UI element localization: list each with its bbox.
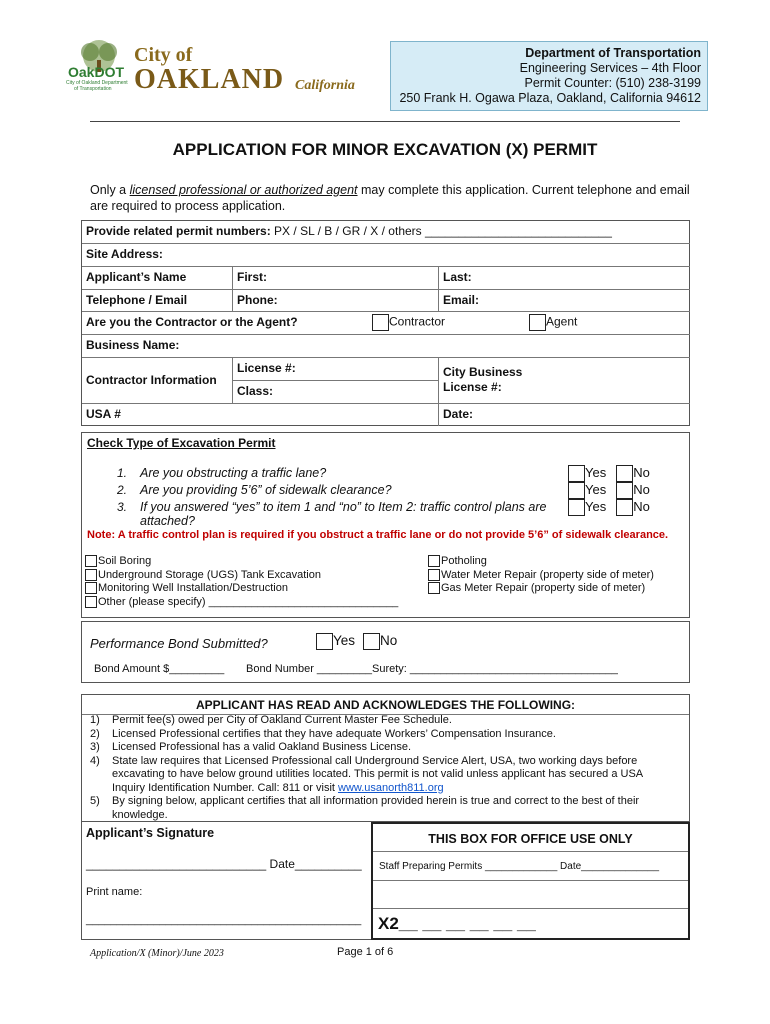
applicant-name-label: Applicant’s Name: [82, 267, 233, 290]
excavation-type-section: [81, 432, 690, 618]
applicant-form: [81, 220, 690, 426]
q3-yes-label: Yes: [585, 499, 607, 514]
q2-answers[interactable]: [568, 482, 650, 499]
ack-item-1-text: Permit fee(s) owed per City of Oakland Current Master Fee Schedule.: [112, 714, 452, 726]
intro-text: [90, 182, 690, 214]
gas-meter-checkbox[interactable]: [428, 582, 440, 594]
potholing-label: Potholing: [441, 555, 487, 567]
logo-california: California: [295, 78, 355, 93]
print-name-line[interactable]: _____________________________________________: [86, 914, 362, 926]
class-field[interactable]: Class:: [233, 381, 439, 404]
oakdot-wordmark: OakDOT: [68, 64, 125, 80]
q3-answers[interactable]: [568, 499, 650, 516]
note-label: Note:: [87, 529, 116, 541]
related-permits-row[interactable]: [82, 221, 690, 244]
q1-answers[interactable]: [568, 465, 650, 482]
intro-pre: Only a: [90, 183, 130, 197]
water-meter-label: Water Meter Repair (property side of meter): [441, 568, 654, 581]
city-license-label: License #:: [443, 380, 502, 394]
dept-address: 250 Frank H. Ogawa Plaza, Oakland, California 94612: [399, 91, 701, 105]
usa-number-field[interactable]: USA #: [82, 404, 439, 426]
q1-number: 1.: [117, 466, 128, 480]
bond-section: [81, 621, 690, 683]
last-name-field[interactable]: Last:: [439, 267, 690, 290]
bond-number-field[interactable]: Bond Number _________Surety: __________________________________: [246, 663, 618, 675]
contractor-agent-question: Are you the Contractor or the Agent?: [86, 315, 298, 329]
intro-underlined: licensed professional or authorized agent: [129, 183, 358, 197]
dept-engineering: Engineering Services – 4th Floor: [519, 61, 701, 75]
q3-no-checkbox[interactable]: [616, 499, 633, 516]
agent-label: Agent: [546, 314, 578, 329]
license-field[interactable]: License #:: [233, 358, 439, 381]
q2-yes-checkbox[interactable]: [568, 482, 585, 499]
option-ugs-tank[interactable]: [85, 569, 398, 583]
ack-item-5: [90, 795, 690, 822]
note-text: A traffic control plan is required if you obstruct a traffic lane or do not provide 5’6” of sidewalk clearance.: [115, 529, 669, 541]
office-divider-3: [373, 908, 688, 909]
dept-name: Department of Transportation: [525, 46, 701, 60]
city-business-label: City Business: [443, 365, 523, 379]
ack-item-4-text: State law requires that Licensed Professional call Underground Service Alert, USA, two working days before excavating to have below ground utilities located. This permit is not valid unless applicant has secured a USA Inquiry Identification Number. Call: 811 or visit: [112, 754, 643, 794]
traffic-note: [87, 529, 668, 541]
gas-meter-label: Gas Meter Repair (property side of meter): [441, 582, 646, 594]
agent-checkbox[interactable]: [529, 314, 546, 331]
ack-item-2: [90, 728, 690, 742]
oakdot-subtitle-2: of Transportation: [74, 86, 112, 92]
q2-number: 2.: [117, 483, 128, 497]
office-divider-1: [373, 851, 688, 852]
ack-item-4-wrap: [112, 755, 672, 796]
logo-oakland: OAKLAND: [134, 64, 285, 95]
options-right: [428, 555, 654, 596]
department-box: [390, 41, 708, 111]
bond-answers[interactable]: [316, 633, 397, 650]
tel-email-label: Telephone / Email: [82, 290, 233, 312]
related-permits-value: PX / SL / B / GR / X / others ____________________________: [270, 224, 612, 238]
ack-item-1: [90, 714, 690, 728]
option-potholing[interactable]: [428, 555, 654, 569]
soil-boring-checkbox[interactable]: [85, 555, 97, 567]
ack-item-2-n: 2): [90, 727, 100, 740]
bond-yes-checkbox[interactable]: [316, 633, 333, 650]
ack-item-4-n: 4): [90, 754, 100, 767]
logo-city-of: City of: [134, 44, 193, 66]
staff-preparing-field[interactable]: Staff Preparing Permits _____________ Date______________: [379, 861, 660, 872]
agent-checkbox-group[interactable]: [529, 314, 577, 331]
check-type-heading: Check Type of Excavation Permit: [87, 436, 276, 450]
site-address-field[interactable]: Site Address:: [82, 244, 690, 267]
phone-field[interactable]: Phone:: [233, 290, 439, 312]
other-checkbox[interactable]: [85, 596, 97, 608]
water-meter-checkbox[interactable]: [428, 569, 440, 581]
contractor-info-label: [82, 358, 233, 404]
q2-no-label: No: [633, 482, 650, 497]
bond-amount-field[interactable]: Bond Amount $_________: [94, 663, 225, 675]
ack-item-3: [90, 741, 690, 755]
ack-item-3-n: 3): [90, 741, 100, 753]
monitoring-well-checkbox[interactable]: [85, 582, 97, 594]
q1-yes-label: Yes: [585, 465, 607, 480]
q2-yes-label: Yes: [585, 482, 607, 497]
print-name-label: Print name:: [86, 886, 143, 898]
option-monitoring-well[interactable]: [85, 582, 398, 596]
signature-line[interactable]: ___________________________ Date__________: [86, 857, 362, 871]
footer-form-id: Application/X (Minor)/June 2023: [90, 948, 224, 959]
ack-item-4: [90, 755, 690, 796]
q3-number: 3.: [117, 500, 128, 514]
option-other[interactable]: [85, 596, 398, 610]
usa-date-field[interactable]: Date:: [443, 407, 474, 421]
bond-no-checkbox[interactable]: [363, 633, 380, 650]
dept-counter: Permit Counter: (510) 238-3199: [524, 76, 701, 90]
ack-item-2-text: Licensed Professional certifies that they have adequate Workers’ Compensation Insurance.: [112, 727, 556, 740]
contractor-checkbox[interactable]: [372, 314, 389, 331]
contractor-info-text: Contractor Information: [86, 373, 217, 387]
ack-item-1-n: 1): [90, 714, 100, 726]
email-field[interactable]: Email:: [439, 290, 690, 312]
signature-label: Applicant’s Signature: [86, 826, 215, 840]
option-soil-boring[interactable]: [85, 555, 398, 569]
ugs-tank-label: Underground Storage (UGS) Tank Excavation: [98, 568, 321, 581]
ack-item-3-text: Licensed Professional has a valid Oakland Business License.: [112, 741, 412, 753]
q3-line2: attached?: [140, 514, 195, 528]
permit-number-field[interactable]: X2__ __ __ __ __ __: [378, 914, 536, 933]
q1-yes-checkbox[interactable]: [568, 465, 585, 482]
q1-text: Are you obstructing a traffic lane?: [140, 466, 327, 480]
q3-no-label: No: [633, 499, 650, 514]
other-label: Other (please specify) _______________________________: [98, 595, 399, 608]
bond-question: Performance Bond Submitted?: [90, 636, 268, 651]
bond-yes-label: Yes: [333, 633, 356, 649]
ack-list: [90, 714, 690, 822]
intro-post: may complete this application. Current telephone and email are required to process application.: [90, 183, 690, 213]
q1-no-label: No: [633, 465, 650, 480]
q1-no-checkbox[interactable]: [616, 465, 633, 482]
q2-text: Are you providing 5’6” of sidewalk clearance?: [140, 483, 392, 497]
q2-no-checkbox[interactable]: [616, 482, 633, 499]
bond-no-label: No: [380, 633, 398, 649]
q3-line1: If you answered “yes” to item 1 and “no” to Item 2: traffic control plans are: [140, 500, 547, 514]
contractor-checkbox-group[interactable]: [372, 314, 445, 331]
header-rule: [90, 121, 680, 122]
related-permits-label: Provide related permit numbers:: [86, 224, 271, 238]
page-number: Page 1 of 6: [337, 946, 394, 958]
contractor-label: Contractor: [389, 314, 446, 329]
monitoring-well-label: Monitoring Well Installation/Destruction: [98, 582, 288, 594]
ugs-tank-checkbox[interactable]: [85, 569, 97, 581]
ack-item-5-n: 5): [90, 795, 100, 807]
office-divider-2: [373, 880, 688, 881]
soil-boring-label: Soil Boring: [98, 555, 152, 567]
q3-yes-checkbox[interactable]: [568, 499, 585, 516]
office-use-heading: THIS BOX FOR OFFICE USE ONLY: [428, 832, 633, 846]
usa-north-link[interactable]: www.usanorth811.org: [338, 781, 444, 794]
options-left: [85, 555, 398, 609]
potholing-checkbox[interactable]: [428, 555, 440, 567]
option-water-meter[interactable]: [428, 569, 654, 583]
business-name-field[interactable]: Business Name:: [82, 335, 690, 358]
option-gas-meter[interactable]: [428, 582, 654, 596]
oakdot-subtitle-1: City of Oakland Department: [66, 80, 128, 86]
page-title: APPLICATION FOR MINOR EXCAVATION (X) PERMIT: [172, 140, 598, 159]
first-name-field[interactable]: First:: [233, 267, 439, 290]
ack-item-5-text: By signing below, applicant certifies that all information provided herein is true and correct to the best of their knowledge.: [112, 795, 640, 821]
city-business-license-field[interactable]: [439, 358, 690, 404]
ack-heading: APPLICANT HAS READ AND ACKNOWLEDGES THE FOLLOWING:: [82, 698, 689, 715]
q3-text: [140, 500, 546, 528]
